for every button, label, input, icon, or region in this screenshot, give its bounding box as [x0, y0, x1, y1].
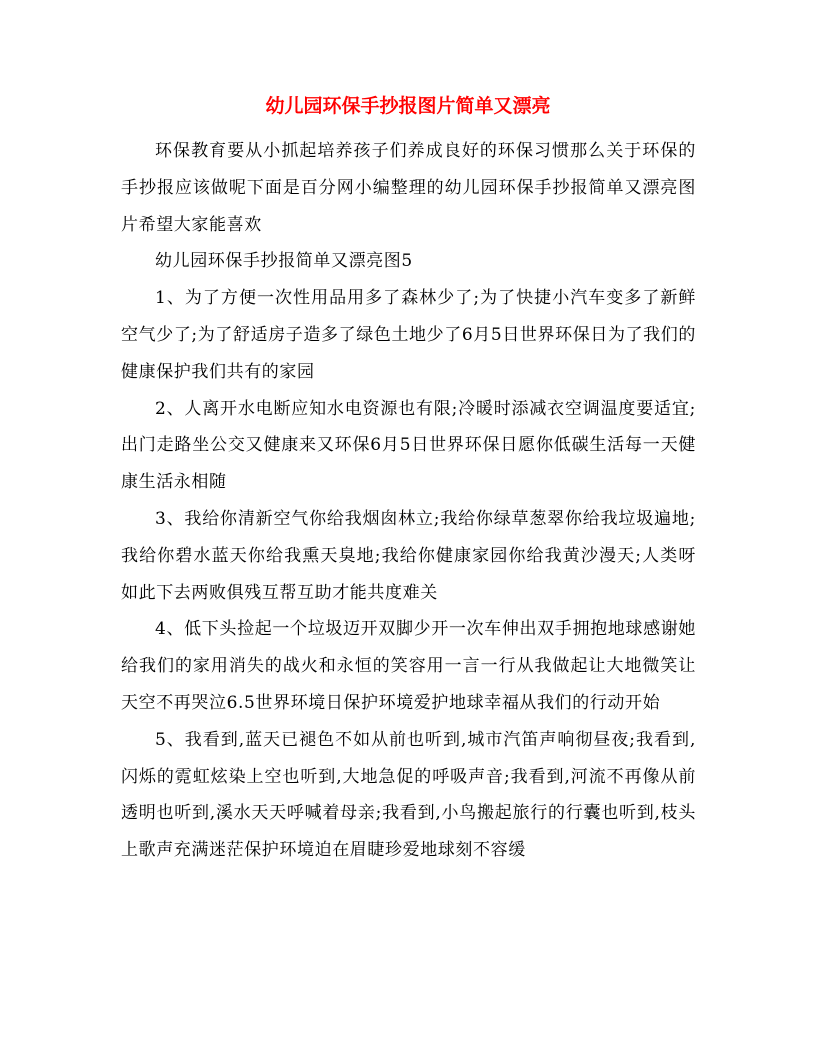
slogan-paragraph-4: 4、低下头捡起一个垃圾迈开双脚少开一次车伸出双手拥抱地球感谢她给我们的家用消失的战火和永恒的笑容用一言一行从我做起让大地微笑让天空不再哭泣6.5世界环境日保护环境爱护地球幸福从我们的行动开始 [121, 619, 696, 713]
slogan-paragraph-1: 1、为了方便一次性用品用多了森林少了;为了快捷小汽车变多了新鲜空气少了;为了舒适房子造多了绿色土地少了6月5日世界环保日为了我们的健康保护我们共有的家园 [121, 288, 696, 382]
intro-paragraph: 环保教育要从小抓起培养孩子们养成良好的环保习惯那么关于环保的手抄报应该做呢下面是百分网小编整理的幼儿园环保手抄报简单又漂亮图片希望大家能喜欢 [121, 141, 696, 235]
slogan-paragraph-2: 2、人离开水电断应知水电资源也有限;冷暖时添减衣空调温度要适宜;出门走路坐公交又健康来又环保6月5日世界环保日愿你低碳生活每一天健康生活永相随 [121, 398, 696, 493]
slogan-paragraph-5: 5、我看到,蓝天已褪色不如从前也听到,城市汽笛声响彻昼夜;我看到,闪烁的霓虹炫染上空也听到,大地急促的呼吸声音;我看到,河流不再像从前透明也听到,溪水天天呼喊着母亲;我看到,小鸟搬起旅行的行囊也听到,枝头上歌声充满迷茫保护环境迫在眉睫珍爱地球刻不容缓 [121, 729, 696, 861]
document-body [121, 133, 696, 869]
image-caption: 幼儿园环保手抄报简单又漂亮图5 [155, 251, 413, 272]
slogan-paragraph-3: 3、我给你清新空气你给我烟囱林立;我给你绿草葱翠你给我垃圾遍地;我给你碧水蓝天你给我熏天臭地;我给你健康家园你给我黄沙漫天;人类呀如此下去两败俱残互帮互助才能共度难关 [121, 508, 696, 603]
document-title: 幼儿园环保手抄报图片简单又漂亮 [265, 95, 551, 117]
